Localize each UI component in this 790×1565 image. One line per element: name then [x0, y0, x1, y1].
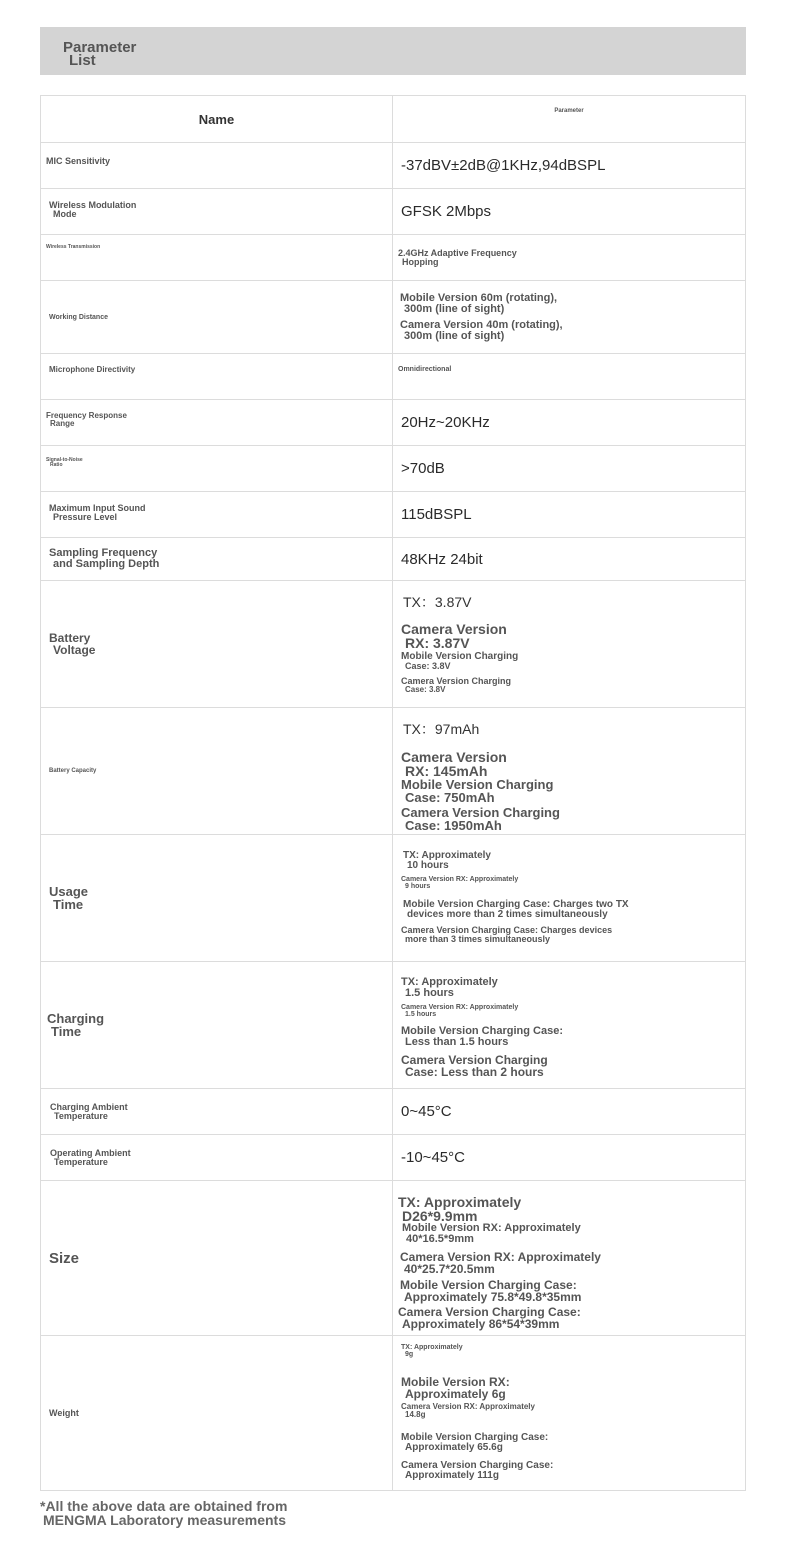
row-value: -10~45°C	[401, 1149, 465, 1166]
table-row	[41, 707, 745, 834]
header-name: Name	[41, 96, 393, 142]
row-name: Charging Ambient Temperature	[41, 1089, 393, 1134]
table-header-row	[41, 96, 745, 142]
row-name: Microphone Directivity	[41, 354, 393, 399]
table-row	[41, 142, 745, 188]
table-row	[41, 280, 745, 353]
row-name: Sampling Frequency and Sampling Depth	[41, 538, 393, 580]
row-value: TX: Approximately 10 hours Camera Version RX: Approximately 9 hours Mobile Version Charging Case: Charges two TX devices more than 2 times simultaneously Camera Version Charging Case: Charges devices more than 3 times simultaneously	[401, 850, 629, 944]
title-bar	[40, 27, 746, 75]
table-row	[41, 234, 745, 280]
row-value: Mobile Version 60m (rotating), 300m (line of sight) Camera Version 40m (rotating), 300m (line of sight)	[400, 291, 563, 342]
row-value: 2.4GHz Adaptive Frequency Hopping	[398, 247, 517, 267]
row-name: Size	[41, 1181, 393, 1335]
row-value: TX: Approximately 1.5 hours Camera Version RX: Approximately 1.5 hours Mobile Version Charging Case: Less than 1.5 hours Camera Version Charging Case: Less than 2 hours	[401, 976, 563, 1079]
table-row	[41, 399, 745, 445]
row-name: Working Distance	[41, 281, 393, 353]
row-value: TX：97mAh Camera Version RX: 145mAh Mobile Version Charging Case: 750mAh Camera Version Charging Case: 1950mAh	[401, 721, 560, 833]
table-row	[41, 188, 745, 234]
row-name: Wireless Modulation Mode	[41, 189, 393, 234]
row-value: GFSK 2Mbps	[401, 203, 492, 220]
table-row	[41, 353, 745, 399]
row-name: Frequency Response Range	[41, 400, 393, 445]
table-row	[41, 445, 745, 491]
table-row	[41, 1134, 745, 1180]
parameter-table	[40, 95, 746, 1491]
table-row	[41, 1335, 745, 1490]
row-value: Omnidirectional	[398, 366, 452, 373]
row-value: TX: Approximately 9g Mobile Version RX: Approximately 6g Camera Version RX: Approximately 14.8g Mobile Version Charging Case: Approximately 65.6g Camera Version Charging Case: Approximately 111g	[401, 1344, 554, 1481]
row-name: MIC Sensitivity	[41, 143, 393, 188]
row-name: Charging Time	[41, 962, 393, 1088]
row-value: 20Hz~20KHz	[401, 414, 490, 431]
row-value: -37dBV±2dB@1KHz,94dBSPL	[401, 157, 606, 174]
row-name: Battery Voltage	[41, 581, 393, 707]
table-row	[41, 1088, 745, 1134]
row-value: TX：3.87V Camera Version RX: 3.87V Mobile Version Charging Case: 3.8V Camera Version Charging Case: 3.8V	[401, 594, 519, 694]
row-name: Usage Time	[41, 835, 393, 961]
row-name: Wireless Transmission	[41, 235, 393, 280]
row-value: 115dBSPL	[401, 506, 472, 523]
row-name: Maximum Input Sound Pressure Level	[41, 492, 393, 537]
page-title-line2: List	[69, 52, 96, 69]
table-row	[41, 537, 745, 580]
footnote: *All the above data are obtained from MENGMA Laboratory measurements	[40, 1498, 288, 1528]
row-name: Operating Ambient Temperature	[41, 1135, 393, 1180]
row-name: Weight	[41, 1336, 393, 1490]
row-value: >70dB	[401, 460, 445, 477]
table-row	[41, 580, 745, 707]
table-row	[41, 1180, 745, 1335]
header-parameter: Parameter	[554, 108, 584, 114]
row-value: 48KHz 24bit	[401, 550, 483, 568]
row-name: Signal-to-Noise Ratio	[41, 446, 393, 491]
table-row	[41, 961, 745, 1088]
page-title-line1: Parameter	[63, 39, 137, 56]
row-value: 0~45°C	[401, 1103, 452, 1120]
row-value: TX: Approximately D26*9.9mm Mobile Version RX: Approximately 40*16.5*9mm Camera Version RX: Approximately 40*25.7*20.5mm Mobile Version Charging Case: Approximately 75.8*49.8*35mm Camera Version Charging Case: Approximately 86*54*39mm	[398, 1194, 601, 1331]
row-name: Battery Capacity	[41, 708, 393, 834]
table-row	[41, 491, 745, 537]
table-row	[41, 834, 745, 961]
